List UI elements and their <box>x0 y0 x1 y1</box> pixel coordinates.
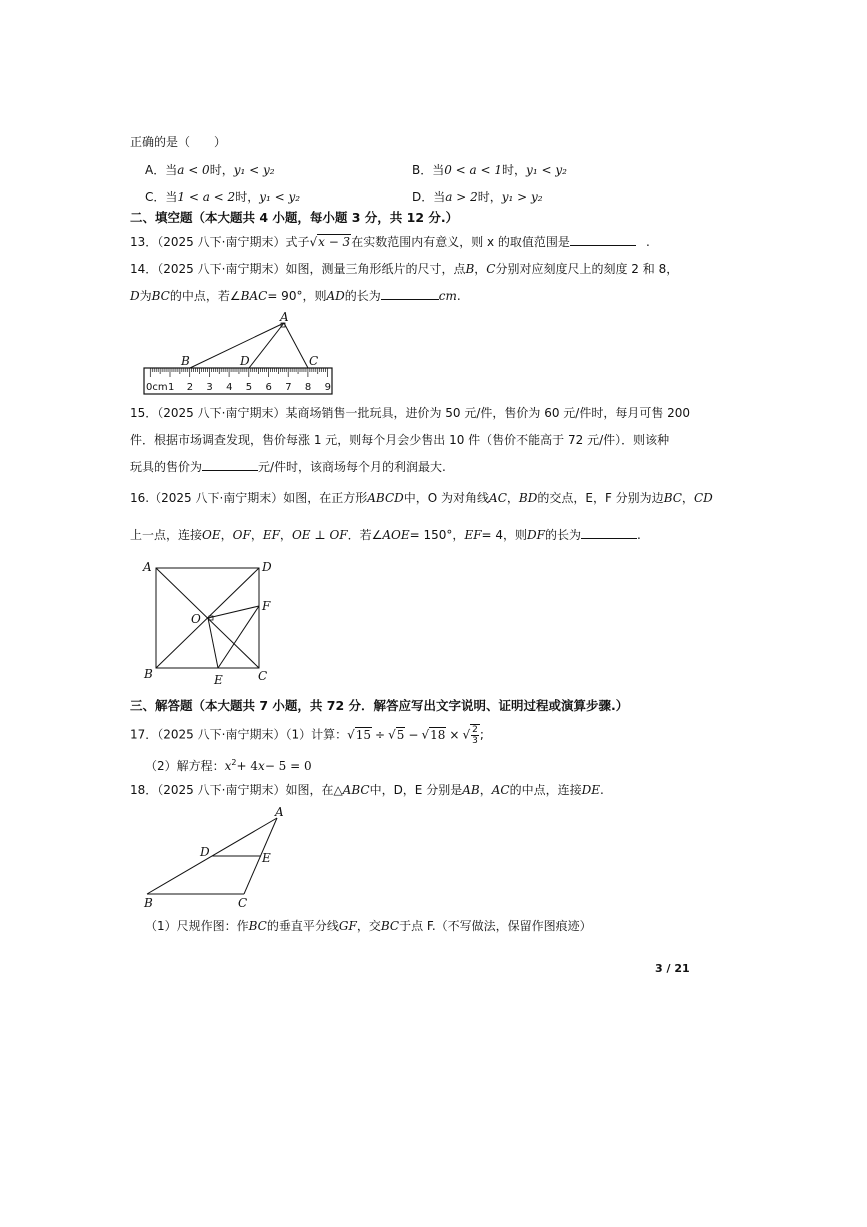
label-b: B <box>144 896 153 910</box>
label-a: A <box>280 310 289 324</box>
ruler-unit-label: 0cm <box>146 382 168 393</box>
label-a: A <box>143 560 152 574</box>
segment-ba <box>190 323 284 368</box>
q15-line-1: 15．（2025 八下·南宁期末）某商场销售一批玩具，进价为 50 元/件，售价为 60 元/件时，每月可售 200 <box>130 406 691 420</box>
page-number: 3 / 21 <box>655 962 690 975</box>
q13-text: 13．（2025 八下·南宁期末）式子√x − 3在实数范围内有意义，则 x 的取值范围是 . <box>130 235 650 249</box>
ruler-tick-label: 7 <box>285 382 292 393</box>
ruler-tick-label: 4 <box>226 382 233 393</box>
label-e: E <box>214 673 223 686</box>
q12-option-b: B．当0 < a < 1时，y₁ < y₂ <box>412 163 567 177</box>
q13-answer-blank[interactable] <box>570 234 636 246</box>
ruler-tick-label: 3 <box>206 382 213 393</box>
q15-line-3: 玩具的售价为 元/件时，该商场每个月的利润最大. <box>130 460 446 474</box>
q12-option-d: D．当a > 2时，y₁ > y₂ <box>412 190 543 204</box>
q18-part-1: （1）尺规作图：作BC的垂直平分线GF，交BC于点 F.（不写做法，保留作图痕迹） <box>145 919 592 933</box>
ruler-tick-label: 8 <box>304 382 312 393</box>
q17-part-2: （2）解方程：$x^2+ 4x- 5 = 0$ <box>145 758 312 773</box>
label-e: E <box>262 851 271 865</box>
section-3-title: 三、解答题（本大题共 7 小题，共 72 分．解答应写出文字说明、证明过程或演算步骤.） <box>130 698 629 713</box>
ruler-tick-labels <box>168 382 331 393</box>
ruler-tick-label: 9 <box>324 382 331 393</box>
label-c: C <box>309 354 319 368</box>
label-c: C <box>238 896 248 910</box>
q18-line-1: 18．（2025 八下·南宁期末）如图，在△ABC中，D，E 分别是AB，AC的中点，连接DE. <box>130 783 604 797</box>
label-d: D <box>240 354 250 368</box>
segment-of <box>208 606 259 618</box>
segment-ac <box>284 323 308 368</box>
segment-ad <box>249 323 284 368</box>
q12-stem: 正确的是（ ） <box>130 135 227 149</box>
q14-line-1: 14．（2025 八下·南宁期末）如图，测量三角形纸片的尺寸，点B，C分别对应刻度尺上的刻度 2 和 8， <box>130 262 679 276</box>
segment-oe <box>208 618 218 668</box>
ruler-tick-label: 5 <box>245 382 253 393</box>
label-b: B <box>144 667 153 681</box>
q15-line-2: 件．根据市场调查发现，售价每涨 1 元，则每个月会少售出 10 件（售价不能高于 72 元/件）．则该种 <box>130 433 670 447</box>
q15-answer-blank[interactable] <box>202 459 258 471</box>
label-d: D <box>262 560 272 574</box>
ruler-tick-label: 1 <box>168 382 175 393</box>
q12-option-c: C．当1 < a < 2时，y₁ < y₂ <box>145 190 301 204</box>
segment-ef <box>218 606 259 668</box>
q16-answer-blank[interactable] <box>581 527 637 539</box>
label-b: B <box>181 354 190 368</box>
ruler-tick-label: 6 <box>265 382 272 393</box>
label-d: D <box>200 845 210 859</box>
q17-part-1: 17．（2025 八下·南宁期末）（1）计算：√15 ÷ √5 − √18 × √ $\frac{2}{3}$ ; <box>130 725 484 746</box>
label-o: O <box>191 612 201 626</box>
label-f: F <box>262 599 271 613</box>
label-c: C <box>258 669 268 683</box>
q14-answer-blank[interactable] <box>381 288 439 300</box>
q14-line-2: D为BC的中点，若∠BAC= 90°，则AD的长为 cm. <box>130 289 461 303</box>
q16-line-1: 16.（2025 八下·南宁期末）如图，在正方形ABCD中，O 为对角线AC，BD的交点，E，F 分别为边BC，CD <box>130 491 713 505</box>
label-a: A <box>275 806 284 819</box>
q18-triangle-figure <box>140 806 290 910</box>
q12-option-a: A．当a < 0时，y₁ < y₂ <box>145 163 275 177</box>
q16-line-2: 上一点，连接OE，OF，EF，OE ⊥ OF．若∠AOE= 150°，EF= 4，则DF的长为 . <box>130 528 641 542</box>
section-2-title: 二、填空题（本大题共 4 小题，每小题 3 分，共 12 分.） <box>130 210 459 225</box>
q16-square-figure <box>138 556 278 686</box>
q14-ruler-triangle-figure <box>140 308 340 396</box>
ruler-tick-label: 2 <box>186 382 194 393</box>
